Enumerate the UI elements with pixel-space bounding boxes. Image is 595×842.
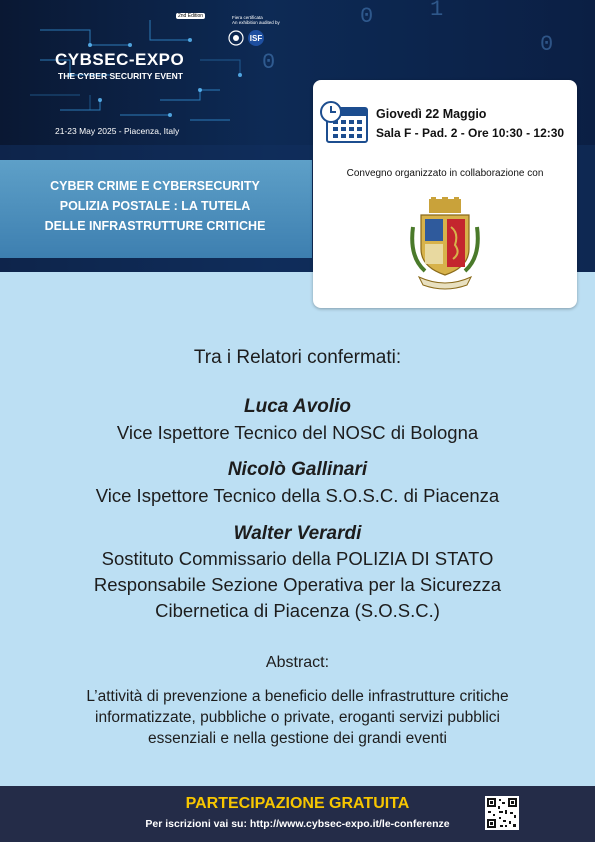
svg-text:0: 0 (360, 4, 374, 29)
registration-link[interactable]: Per iscrizioni vai su: http://www.cybsec-expo.it/le-conferenze (145, 818, 450, 830)
cert-logo-text: ISF (249, 34, 263, 43)
speaker-3-role-line-3: Cibernetica di Piacenza (S.O.S.C.) (155, 600, 440, 621)
certification-logo (228, 28, 270, 48)
speaker-3-role-line-2: Responsabile Sezione Operativa per la Sicurezza (93, 574, 502, 595)
speaker-1-role: Vice Ispettore Tecnico del NOSC di Bologna (116, 422, 479, 443)
title-line-1: CYBER CRIME E CYBERSECURITY (50, 179, 260, 193)
speaker-2-name: Nicolò Gallinari (227, 459, 368, 480)
abstract-line-1: L’attività di prevenzione a beneficio delle infrastrutture critiche (86, 688, 509, 705)
event-date: Giovedì 22 Maggio (376, 107, 487, 121)
svg-text:0: 0 (540, 32, 554, 57)
certification-text (232, 15, 292, 25)
expo-logo-subtitle: THE CYBER SECURITY EVENT (58, 71, 184, 81)
info-card (313, 80, 577, 308)
abstract-label: Abstract: (265, 654, 330, 671)
expo-dates: 21-23 May 2025 - Piacenza, Italy (55, 126, 180, 136)
polizia-emblem-icon (405, 197, 485, 295)
event-room-time: Sala F - Pad. 2 - Ore 10:30 - 12:30 (376, 126, 565, 140)
speakers-intro: Tra i Relatori confermati: (193, 347, 402, 368)
abstract-line-2: informatizzate, pubbliche o private, eroganti servizi pubblici (95, 709, 500, 726)
expo-logo-title: CYBSEC-EXPO (55, 50, 185, 69)
speaker-3-name: Walter Verardi (233, 523, 362, 544)
abstract-line-3: essenziali e nella gestione dei grandi eventi (147, 730, 447, 747)
abstract-text (0, 686, 595, 749)
cert-line-1: Fiera certificata (232, 15, 263, 20)
speaker-1-name: Luca Avolio (244, 396, 351, 417)
event-title (10, 176, 300, 236)
calendar-clock-icon (319, 100, 371, 144)
cert-line-2: An exhibition audited by (232, 20, 280, 25)
footer-title: PARTECIPAZIONE GRATUITA (185, 795, 410, 812)
qr-code-icon[interactable] (485, 796, 519, 830)
svg-text:1: 1 (430, 0, 444, 22)
organized-with-text: Convegno organizzato in collaborazione con (346, 168, 544, 179)
svg-text:0: 0 (262, 50, 276, 75)
title-line-2: POLIZIA POSTALE : LA TUTELA (59, 199, 251, 213)
speaker-3-role-line-1: Sostituto Commissario della POLIZIA DI STATO (101, 548, 494, 569)
title-line-3: DELLE INFRASTRUTTURE CRITICHE (44, 219, 266, 233)
speaker-2-role: Vice Ispettore Tecnico della S.O.S.C. di Piacenza (95, 485, 500, 506)
edition-badge: 2nd Edition (178, 13, 204, 19)
